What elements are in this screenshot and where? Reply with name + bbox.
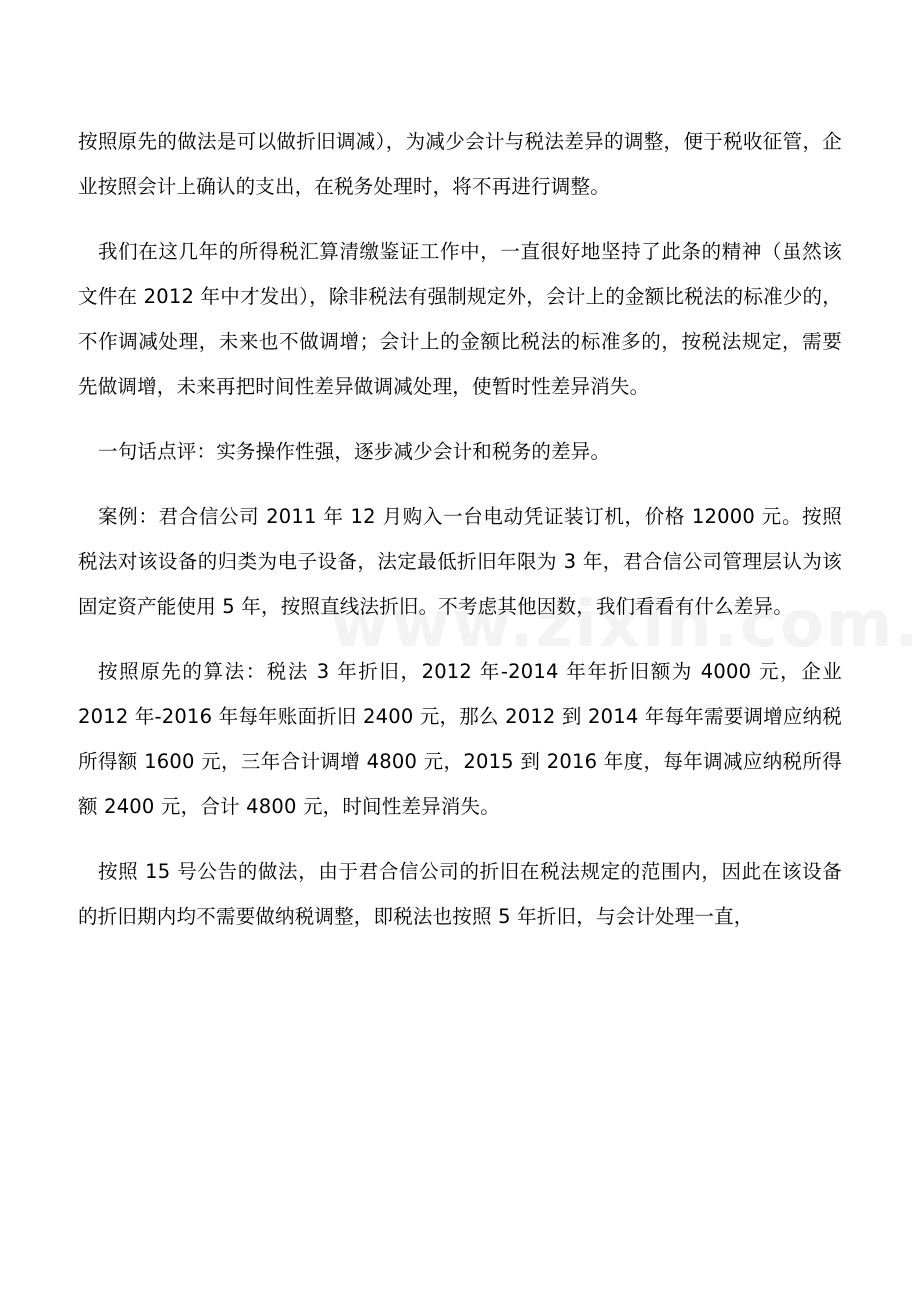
paragraph-3: 一句话点评：实务操作性强，逐步减少会计和税务的差异。 [98,440,611,463]
paragraph-2: 我们在这几年的所得税汇算清缴鉴证工作中，一直很好地坚持了此条的精神（虽然该文件在 2012 年中才发出），除非税法有强制规定外，会计上的金额比税法的标准少的，不作调减处理，未来也不做调增；会计上的金额比税法的标准多的，按税法规定，需要先做调增，未来再把时间性差异做调减处理，使暂时性差异消失。 [78,240,842,398]
paragraph-1: 按照原先的做法是可以做折旧调减），为减少会计与税法差异的调整，便于税收征管，企业按照会计上确认的支出，在税务处理时，将不再进行调整。 [78,130,842,198]
paragraph-4: 案例：君合信公司 2011 年 12 月购入一台电动凭证装订机，价格 12000 元。按照税法对该设备的归类为电子设备，法定最低折旧年限为 3 年，君合信公司管理层认为该固定资产能使用 5 年，按照直线法折旧。不考虑其他因数，我们看看有什么差异。 [78,505,842,618]
paragraph-6: 按照 15 号公告的做法，由于君合信公司的折旧在税法规定的范围内，因此在该设备的折旧期内均不需要做纳税调整，即税法也按照 5 年折旧，与会计处理一直， [78,860,842,928]
paragraph-5: 按照原先的算法：税法 3 年折旧，2012 年-2014 年年折旧额为 4000 元，企业 2012 年-2016 年每年账面折旧 2400 元，那么 2012 到 2014 年每年需要调增应纳税所得额 1600 元，三年合计调增 4800 元，2015 到 2016 年度，每年调减应纳税所得额 2400 元，合计 4800 元，时间性差异消失。 [78,660,842,818]
document-body [78,119,842,959]
